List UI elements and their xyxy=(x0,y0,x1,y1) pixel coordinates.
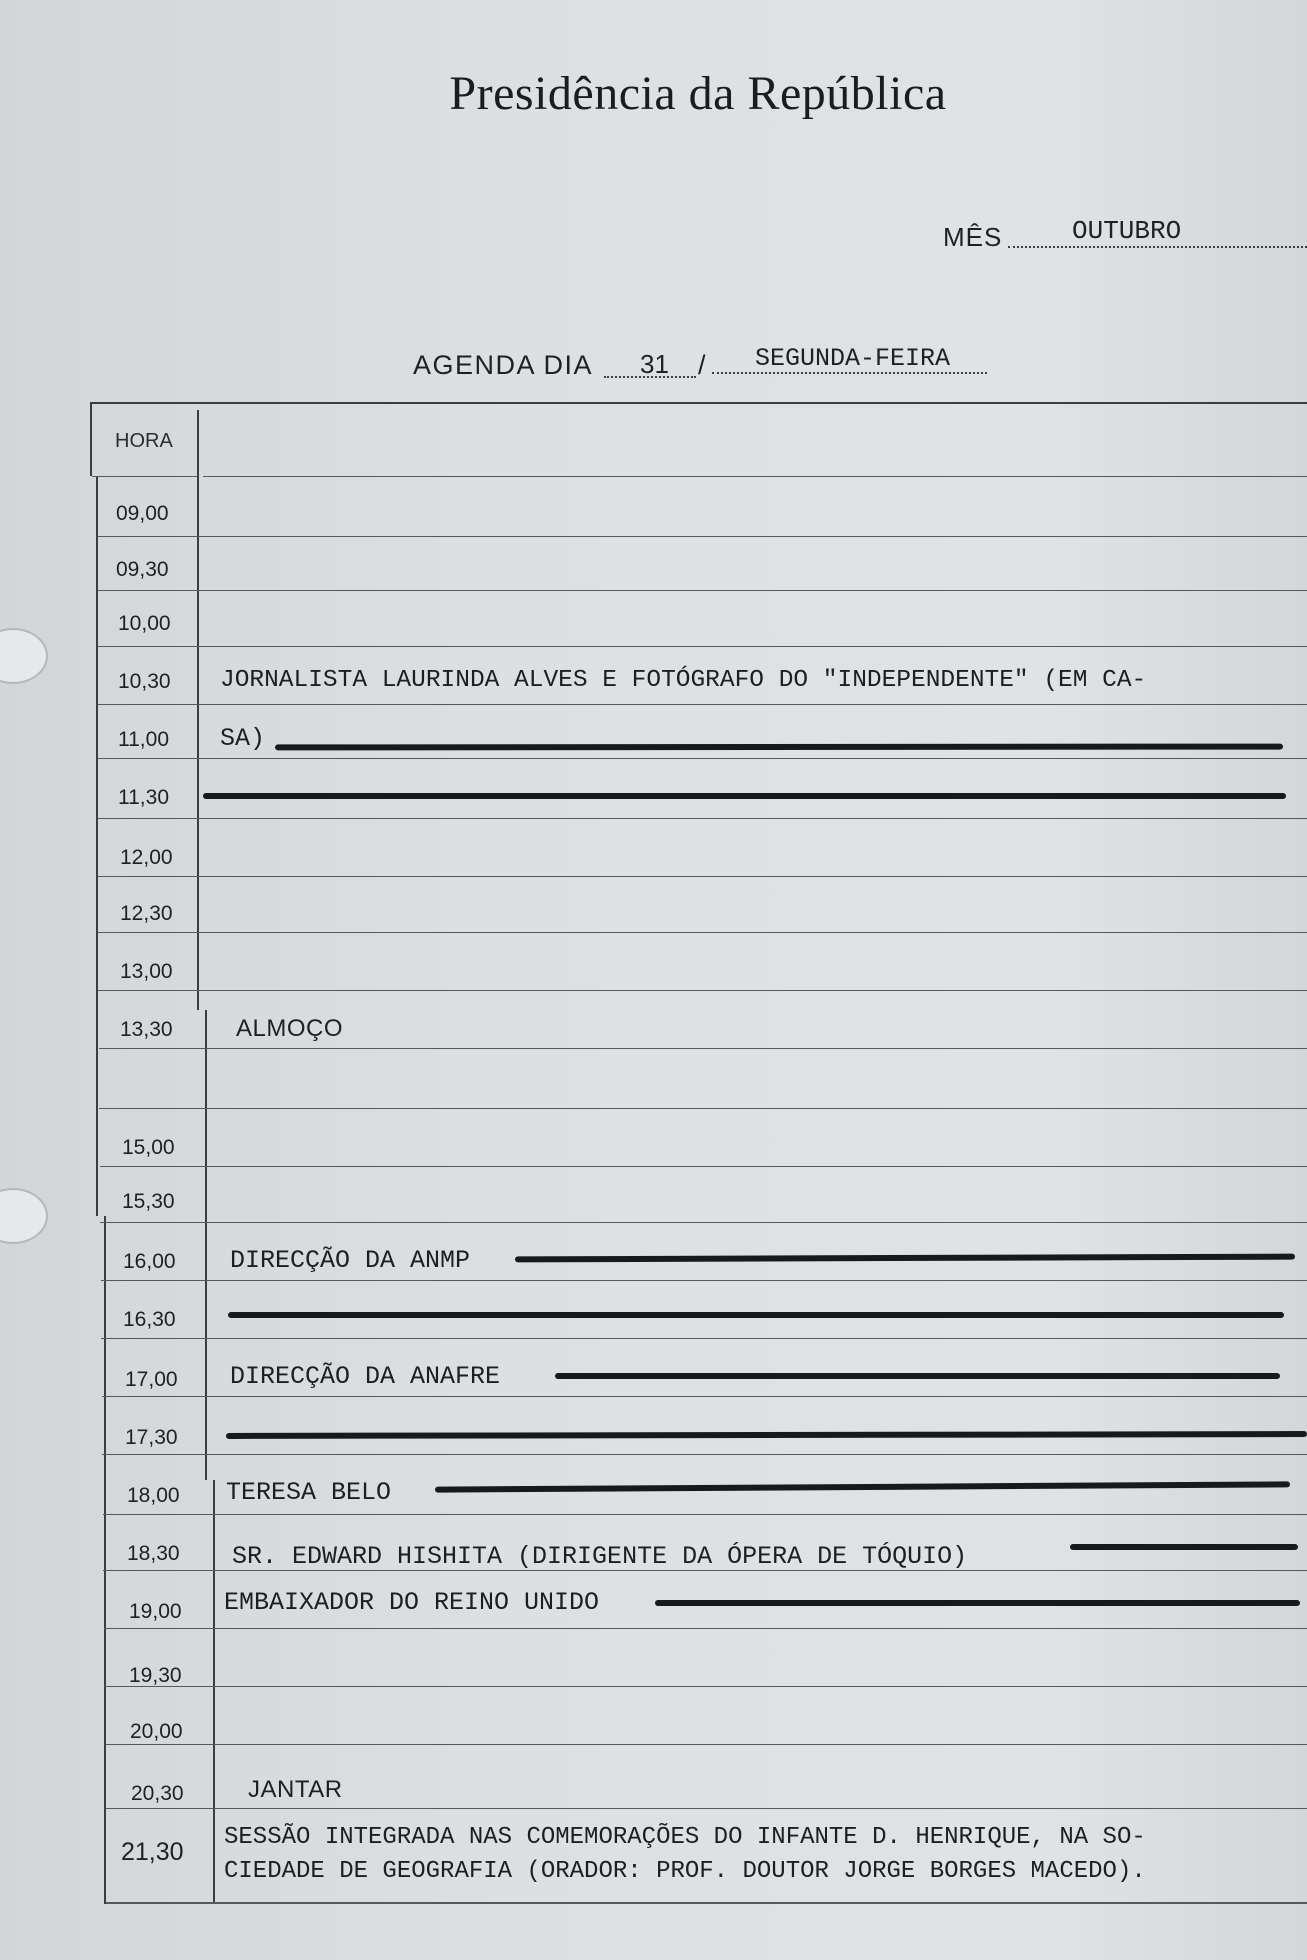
row-divider xyxy=(104,1686,1307,1687)
pen-stroke xyxy=(555,1373,1280,1379)
pen-stroke xyxy=(435,1481,1290,1492)
row-divider xyxy=(105,1744,1307,1745)
column-divider xyxy=(197,410,199,1010)
column-divider xyxy=(213,1480,215,1904)
row-divider xyxy=(100,1166,1307,1167)
row-divider xyxy=(97,536,1307,537)
row-divider xyxy=(99,1108,1307,1109)
time-slot: 13,30 xyxy=(120,1018,173,1041)
time-slot: 17,00 xyxy=(125,1368,178,1391)
punch-hole xyxy=(0,628,48,684)
time-slot: 10,30 xyxy=(118,670,171,693)
agenda-entry: EMBAIXADOR DO REINO UNIDO xyxy=(224,1588,600,1617)
time-slot: 13,00 xyxy=(120,960,173,983)
row-divider xyxy=(99,1048,1307,1049)
date-separator: / xyxy=(698,350,706,380)
row-divider xyxy=(98,876,1307,877)
weekday-value: SEGUNDA-FEIRA xyxy=(755,344,951,373)
pen-stroke xyxy=(275,744,1283,751)
time-slot: 18,30 xyxy=(127,1542,180,1565)
hour-column-header: HORA xyxy=(115,430,173,452)
agenda-entry: TERESA BELO xyxy=(226,1478,392,1507)
time-slot: 10,00 xyxy=(118,612,171,635)
row-divider xyxy=(97,646,1307,647)
time-slot: 20,00 xyxy=(130,1720,183,1743)
agenda-entry: SA) xyxy=(220,724,266,753)
row-divider xyxy=(101,1338,1307,1339)
row-divider xyxy=(100,1222,1307,1223)
row-divider xyxy=(97,590,1307,591)
time-slot: 21,30 xyxy=(121,1838,184,1866)
table-top-border xyxy=(90,402,1307,404)
row-divider xyxy=(203,476,1307,477)
agenda-entry: JANTAR xyxy=(248,1776,343,1803)
row-divider xyxy=(97,818,1307,819)
agenda-entry: CIEDADE DE GEOGRAFIA (ORADOR: PROF. DOUTOR JORGE BORGES MACEDO). xyxy=(224,1858,1146,1885)
column-divider xyxy=(205,1010,207,1480)
time-slot: 12,00 xyxy=(120,846,173,869)
time-slot: 20,30 xyxy=(131,1782,184,1805)
row-divider xyxy=(101,1280,1307,1281)
row-divider xyxy=(102,1396,1307,1397)
time-slot: 15,00 xyxy=(122,1136,175,1159)
row-divider xyxy=(97,758,1307,759)
time-slot: 17,30 xyxy=(125,1426,178,1449)
row-divider xyxy=(104,1628,1307,1629)
month-label: MÊS xyxy=(943,222,1003,252)
day-value: 31 xyxy=(640,349,669,379)
row-divider xyxy=(97,704,1307,705)
row-divider xyxy=(105,1808,1307,1809)
agenda-entry: SESSÃO INTEGRADA NAS COMEMORAÇÕES DO INFANTE D. HENRIQUE, NA SO- xyxy=(224,1824,1146,1851)
time-slot: 16,30 xyxy=(123,1308,176,1331)
pen-stroke xyxy=(226,1431,1307,1439)
row-divider xyxy=(102,1454,1307,1455)
row-divider xyxy=(98,932,1307,933)
table-left-border xyxy=(90,404,92,476)
time-slot: 16,00 xyxy=(123,1250,176,1273)
time-slot: 15,30 xyxy=(122,1190,175,1213)
agenda-entry: DIRECÇÃO DA ANAFRE xyxy=(230,1362,501,1391)
month-value: OUTUBRO xyxy=(1072,216,1182,246)
punch-hole xyxy=(0,1188,48,1244)
pen-stroke xyxy=(228,1312,1284,1318)
time-slot: 19,00 xyxy=(129,1600,182,1623)
row-divider xyxy=(92,476,197,477)
time-slot: 11,30 xyxy=(118,786,169,809)
agenda-entry: JORNALISTA LAURINDA ALVES E FOTÓGRAFO DO "INDEPENDENTE" (EM CA- xyxy=(220,667,1147,694)
agenda-day-label: AGENDA DIA xyxy=(413,350,594,380)
time-slot: 12,30 xyxy=(120,902,173,925)
pen-stroke xyxy=(655,1600,1300,1606)
time-slot: 09,30 xyxy=(116,558,169,581)
table-left-border xyxy=(96,476,98,1216)
pen-stroke xyxy=(515,1254,1295,1263)
row-divider xyxy=(98,990,1307,991)
time-slot: 09,00 xyxy=(116,502,169,525)
row-divider xyxy=(103,1514,1307,1515)
agenda-entry: ALMOÇO xyxy=(236,1015,344,1042)
time-slot: 11,00 xyxy=(118,728,169,751)
time-slot: 19,30 xyxy=(129,1664,182,1687)
page-title: Presidência da República xyxy=(449,67,947,120)
pen-stroke xyxy=(1070,1544,1298,1550)
table-bottom-border xyxy=(106,1902,1307,1904)
agenda-entry: DIRECÇÃO DA ANMP xyxy=(230,1246,471,1275)
table-left-border xyxy=(104,1216,106,1904)
pen-stroke xyxy=(203,793,1286,799)
agenda-entry: SR. EDWARD HISHITA (DIRIGENTE DA ÓPERA DE TÓQUIO) xyxy=(232,1542,968,1571)
time-slot: 18,00 xyxy=(127,1484,180,1507)
month-dotted-line xyxy=(1008,246,1307,248)
